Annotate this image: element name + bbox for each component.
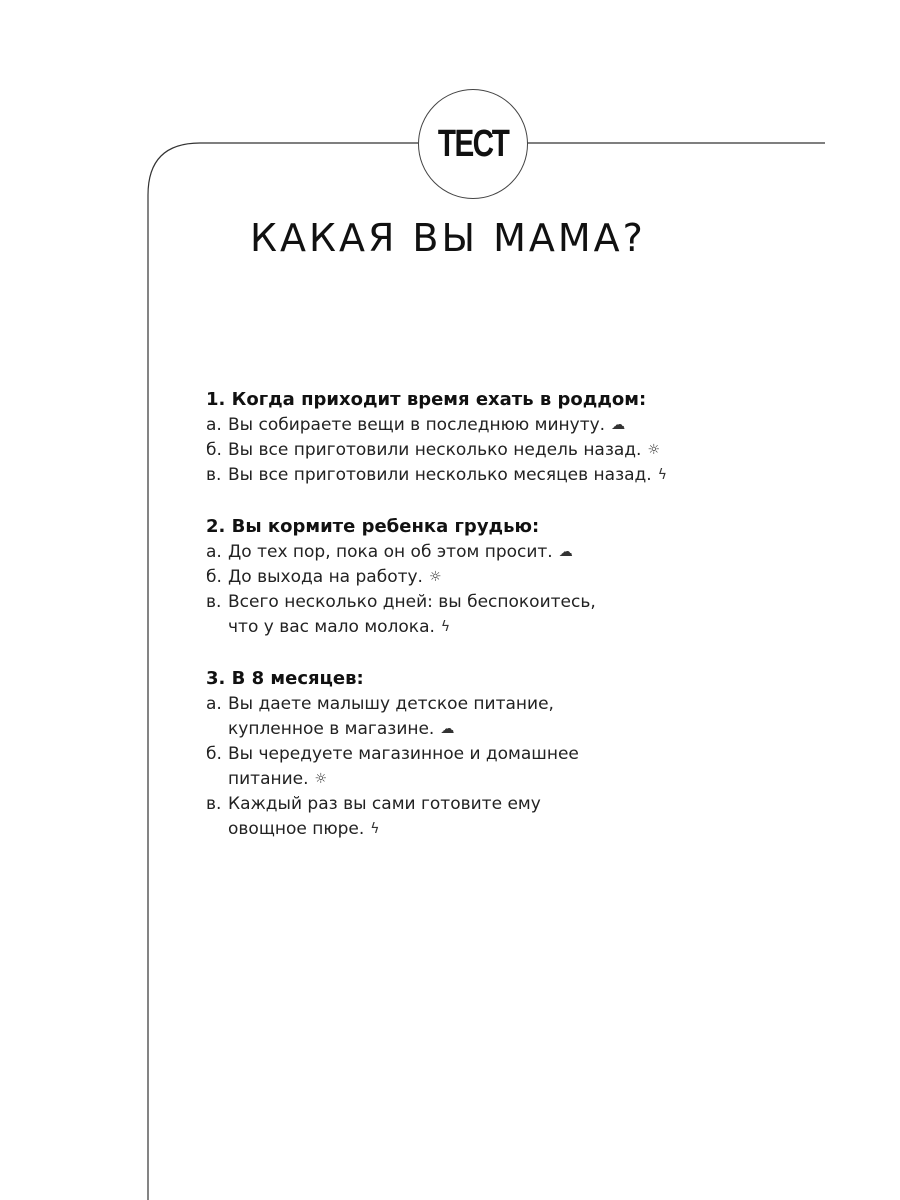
test-badge-label: ТЕСТ xyxy=(437,122,509,165)
answer-option xyxy=(206,590,806,640)
answer-marker: в. xyxy=(206,794,222,814)
answer-option xyxy=(206,413,806,438)
answer-line xyxy=(228,413,806,438)
answer-text xyxy=(228,438,806,463)
answer-line xyxy=(228,615,806,640)
page-title: КАКАЯ ВЫ МАМА? xyxy=(250,216,646,260)
cloud-icon: ☁ xyxy=(611,417,626,433)
answer-text xyxy=(228,692,806,742)
answer-line xyxy=(228,463,806,488)
answer-option xyxy=(206,463,806,488)
answer-marker: б. xyxy=(206,567,222,587)
answer-marker: а. xyxy=(206,694,222,714)
answer-option xyxy=(206,692,806,742)
question-heading: 2. Вы кормите ребенка грудью: xyxy=(206,516,540,537)
answer-line-text: овощное пюре. xyxy=(228,819,365,839)
question-heading: 3. В 8 месяцев: xyxy=(206,668,364,689)
question-3 xyxy=(206,666,806,842)
answer-line xyxy=(228,590,806,615)
answer-line-text: питание. xyxy=(228,769,309,789)
answer-line xyxy=(228,692,806,717)
question-1 xyxy=(206,387,806,488)
answer-line-text: купленное в магазине. xyxy=(228,719,435,739)
lightning-icon: ϟ xyxy=(370,821,380,837)
answer-line-text: Каждый раз вы сами готовите ему xyxy=(228,794,541,814)
answer-line xyxy=(228,767,806,792)
answer-option xyxy=(206,742,806,792)
answer-line-text: Вы все приготовили несколько месяцев назад. xyxy=(228,465,652,485)
answer-line-text: Вы даете малышу детское питание, xyxy=(228,694,554,714)
questions-list xyxy=(206,387,806,868)
answer-marker: б. xyxy=(206,440,222,460)
question-2 xyxy=(206,514,806,640)
answer-line xyxy=(228,438,806,463)
answer-marker: в. xyxy=(206,592,222,612)
answer-line-text: До выхода на работу. xyxy=(228,567,423,587)
answer-option xyxy=(206,565,806,590)
lightning-icon: ϟ xyxy=(440,619,451,635)
answer-line-text: До тех пор, пока он об этом просит. xyxy=(228,542,553,562)
sun-icon: ☼ xyxy=(314,771,328,787)
answer-text xyxy=(228,590,806,640)
answer-text xyxy=(228,792,806,842)
sun-icon: ☼ xyxy=(428,569,442,585)
answer-line xyxy=(228,817,806,842)
answer-marker: а. xyxy=(206,415,222,435)
answer-marker: а. xyxy=(206,542,222,562)
cloud-icon: ☁ xyxy=(440,721,455,737)
answer-line-text: Всего несколько дней: вы беспокоитесь, xyxy=(228,592,596,612)
answer-marker: б. xyxy=(206,744,222,764)
test-badge xyxy=(418,89,528,199)
answer-line xyxy=(228,540,806,565)
answer-text xyxy=(228,463,806,488)
answer-line-text: что у вас мало молока. xyxy=(228,617,435,637)
answer-option xyxy=(206,438,806,463)
cloud-icon: ☁ xyxy=(558,544,573,560)
answer-option xyxy=(206,792,806,842)
answer-text xyxy=(228,565,806,590)
answer-line-text: Вы все приготовили несколько недель назад. xyxy=(228,440,642,460)
question-heading: 1. Когда приходит время ехать в роддом: xyxy=(206,389,647,410)
answer-line xyxy=(228,717,806,742)
answer-line-text: Вы собираете вещи в последнюю минуту. xyxy=(228,415,606,435)
sun-icon: ☼ xyxy=(647,442,661,458)
answer-line xyxy=(228,792,806,817)
answer-text xyxy=(228,413,806,438)
answer-line xyxy=(228,565,806,590)
answer-marker: в. xyxy=(206,465,222,485)
answer-line xyxy=(228,742,806,767)
lightning-icon: ϟ xyxy=(657,467,667,483)
answer-text xyxy=(228,540,806,565)
answer-line-text: Вы чередуете магазинное и домашнее xyxy=(228,744,579,764)
answer-option xyxy=(206,540,806,565)
answer-text xyxy=(228,742,806,792)
